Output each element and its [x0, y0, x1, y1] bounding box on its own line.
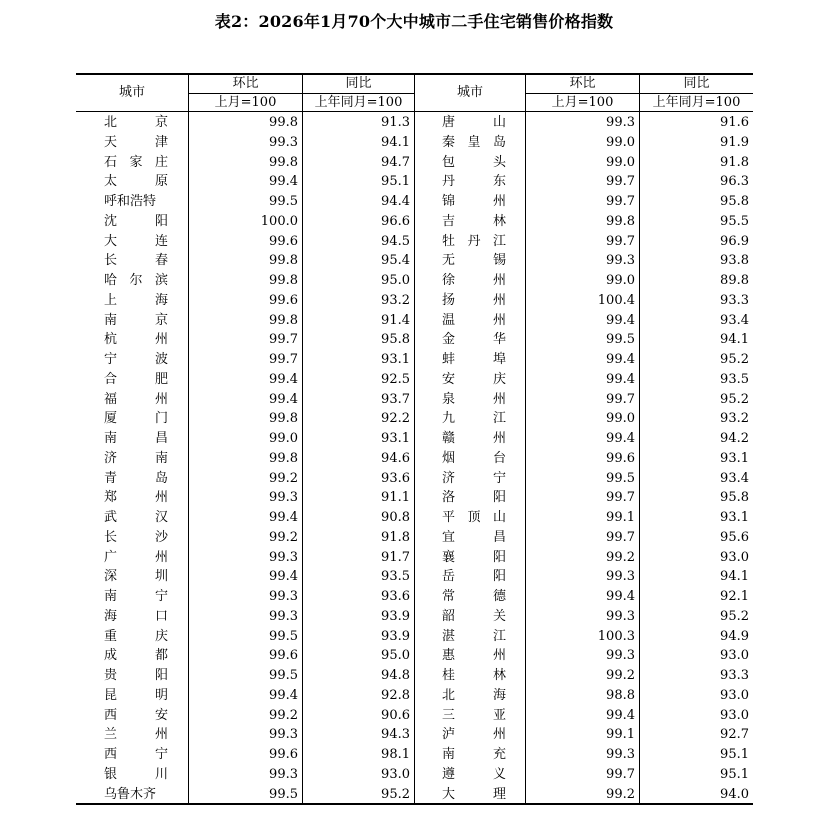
- city-name: 杭州: [104, 332, 168, 348]
- yoy-value: 95.2: [720, 608, 749, 624]
- mom-value: 100.4: [597, 292, 635, 308]
- mom-value: 99.8: [269, 411, 298, 427]
- yoy-value: 95.8: [381, 332, 410, 348]
- yoy-value: 95.1: [381, 174, 410, 190]
- city-name: 青岛: [104, 470, 168, 486]
- table-row: [76, 607, 753, 627]
- yoy-value: 94.0: [720, 786, 749, 802]
- table-row: [76, 745, 753, 765]
- yoy-value: 93.1: [720, 450, 749, 466]
- mom-value: 98.8: [606, 687, 635, 703]
- yoy-value: 95.5: [720, 213, 749, 229]
- mom-value: 99.1: [606, 727, 635, 743]
- yoy-value: 91.3: [381, 115, 410, 130]
- yoy-value: 96.3: [720, 174, 749, 190]
- city-name: 赣州: [442, 431, 506, 446]
- city-name: 南京: [104, 312, 168, 328]
- yoy-value: 92.5: [381, 371, 410, 387]
- city-name: 深圳: [104, 569, 168, 585]
- mom-value: 99.2: [606, 549, 635, 565]
- page-title: 表2：2026年1月70个大中城市二手住宅销售价格指数: [214, 12, 614, 31]
- city-name: 烟台: [442, 450, 506, 466]
- mom-value: 99.5: [269, 668, 298, 683]
- mom-value: 99.5: [606, 470, 635, 486]
- city-name: 唐山: [442, 115, 506, 130]
- yoy-value: 93.9: [381, 628, 410, 644]
- city-name: 昆明: [104, 687, 168, 703]
- table-row: [76, 508, 753, 528]
- mom-value: 99.6: [269, 747, 298, 762]
- mom-value: 99.4: [269, 569, 298, 585]
- yoy-value: 93.1: [381, 431, 410, 446]
- table-row: [76, 449, 753, 469]
- city-name: 遵义: [442, 766, 506, 782]
- city-name: 温州: [442, 312, 506, 328]
- yoy-value: 93.0: [720, 648, 749, 664]
- header-mom: 环比: [232, 76, 259, 91]
- city-name: 徐州: [442, 273, 506, 288]
- yoy-value: 91.9: [720, 134, 749, 150]
- mom-value: 99.5: [269, 628, 298, 644]
- city-name: 沈阳: [104, 213, 168, 229]
- yoy-value: 91.4: [381, 312, 410, 328]
- mom-value: 99.7: [606, 490, 635, 506]
- yoy-value: 93.6: [381, 589, 410, 604]
- mom-value: 99.6: [606, 450, 635, 466]
- mom-value: 99.8: [269, 450, 298, 466]
- city-name: 洛阳: [442, 490, 506, 506]
- city-name: 呼和浩特: [104, 194, 157, 209]
- city-name: 襄阳: [442, 549, 506, 565]
- mom-value: 99.7: [269, 332, 298, 348]
- mom-value: 99.6: [269, 648, 298, 664]
- city-name: 南宁: [104, 589, 168, 604]
- table-row: [76, 765, 753, 785]
- mom-value: 99.3: [269, 134, 298, 150]
- city-name: 乌鲁木齐: [104, 786, 157, 802]
- yoy-value: 95.1: [720, 766, 749, 782]
- city-name: 合肥: [104, 371, 168, 387]
- mom-value: 99.2: [606, 668, 635, 683]
- mom-value: 99.0: [606, 411, 635, 427]
- city-name: 济宁: [442, 470, 506, 486]
- yoy-value: 95.8: [720, 194, 749, 209]
- mom-value: 99.5: [269, 786, 298, 802]
- table-row: [76, 350, 753, 370]
- table-row: [76, 646, 753, 666]
- header-yoy: 同比: [683, 76, 710, 91]
- table-row: [76, 548, 753, 568]
- mom-value: 99.7: [606, 174, 635, 190]
- city-name: 武汉: [104, 510, 168, 525]
- city-name: 包头: [442, 154, 506, 170]
- header-yoy: 同比: [345, 76, 372, 91]
- city-name: 贵阳: [104, 668, 168, 683]
- mom-value: 99.0: [606, 154, 635, 170]
- yoy-value: 95.2: [720, 391, 749, 407]
- yoy-value: 98.1: [381, 747, 410, 762]
- city-name: 天津: [104, 134, 168, 150]
- yoy-value: 94.5: [381, 233, 410, 249]
- yoy-value: 94.3: [381, 727, 410, 743]
- table-row: [76, 469, 753, 489]
- mom-value: 99.7: [606, 233, 635, 249]
- city-name: 兰州: [104, 727, 168, 743]
- table-row: [76, 370, 753, 390]
- mom-value: 99.0: [269, 431, 298, 446]
- city-name: 扬州: [442, 292, 506, 308]
- table-row: [76, 291, 753, 311]
- mom-value: 99.7: [606, 766, 635, 782]
- city-name: 惠州: [442, 648, 506, 664]
- mom-value: 99.7: [269, 352, 298, 367]
- city-name: 大理: [442, 786, 506, 802]
- mom-value: 99.0: [606, 134, 635, 150]
- mom-value: 99.3: [606, 253, 635, 269]
- mom-value: 99.1: [606, 510, 635, 525]
- mom-value: 99.6: [269, 292, 298, 308]
- mom-value: 99.3: [269, 766, 298, 782]
- yoy-value: 95.2: [720, 352, 749, 367]
- mom-value: 99.4: [269, 391, 298, 407]
- city-name: 宁波: [104, 352, 168, 367]
- table-row: [76, 232, 753, 252]
- city-name: 平顶山: [442, 510, 506, 525]
- city-name: 岳阳: [442, 569, 506, 585]
- table-row: [76, 488, 753, 508]
- yoy-value: 90.8: [381, 510, 410, 525]
- city-name: 秦皇岛: [442, 134, 506, 150]
- city-name: 上海: [104, 292, 168, 308]
- mom-value: 99.4: [606, 352, 635, 367]
- yoy-value: 93.0: [381, 766, 410, 782]
- header-yoy-base: 上年同月=100: [652, 95, 741, 110]
- city-name: 海口: [104, 608, 168, 624]
- city-name: 成都: [104, 648, 168, 664]
- city-name: 济南: [104, 450, 168, 466]
- yoy-value: 93.5: [720, 371, 749, 387]
- table-row: [76, 113, 753, 133]
- city-name: 大连: [104, 233, 168, 249]
- table-row: [76, 686, 753, 706]
- mom-value: 99.2: [269, 470, 298, 486]
- yoy-value: 92.2: [381, 411, 410, 427]
- mom-value: 99.3: [269, 490, 298, 506]
- city-name: 南昌: [104, 431, 168, 446]
- yoy-value: 95.2: [381, 786, 410, 802]
- yoy-value: 94.1: [720, 569, 749, 585]
- table-row: [76, 627, 753, 647]
- yoy-value: 94.6: [381, 450, 410, 466]
- yoy-value: 94.9: [720, 628, 749, 644]
- yoy-value: 95.6: [720, 529, 749, 545]
- yoy-value: 89.8: [720, 273, 749, 288]
- header-mom-base: 上月=100: [551, 95, 614, 110]
- yoy-value: 91.6: [720, 115, 749, 130]
- table-row: [76, 725, 753, 745]
- yoy-value: 93.7: [381, 391, 410, 407]
- yoy-value: 94.1: [720, 332, 749, 348]
- yoy-value: 93.2: [720, 411, 749, 427]
- mom-value: 99.4: [606, 371, 635, 387]
- yoy-value: 91.7: [381, 549, 410, 565]
- yoy-value: 92.7: [720, 727, 749, 743]
- city-name: 北海: [442, 687, 506, 703]
- city-name: 桂林: [442, 668, 506, 683]
- mom-value: 99.4: [606, 312, 635, 328]
- mom-value: 100.0: [260, 213, 298, 229]
- mom-value: 99.3: [269, 589, 298, 604]
- city-name: 无锡: [442, 253, 506, 269]
- header-mom: 环比: [569, 76, 596, 91]
- table-row: [76, 192, 753, 212]
- city-name: 重庆: [104, 628, 168, 644]
- yoy-value: 94.7: [381, 154, 410, 170]
- table-row: [76, 528, 753, 548]
- mom-value: 99.2: [269, 529, 298, 545]
- mom-value: 99.7: [606, 391, 635, 407]
- mom-value: 99.5: [269, 194, 298, 209]
- mom-value: 99.8: [269, 154, 298, 170]
- table-row: [76, 330, 753, 350]
- city-name: 长沙: [104, 529, 168, 545]
- mom-value: 99.8: [269, 312, 298, 328]
- yoy-value: 93.6: [381, 470, 410, 486]
- yoy-value: 93.4: [720, 470, 749, 486]
- table-row: [76, 172, 753, 192]
- city-name: 湛江: [442, 628, 506, 644]
- city-name: 牡丹江: [442, 233, 506, 249]
- yoy-value: 93.8: [720, 253, 749, 269]
- yoy-value: 93.0: [720, 707, 749, 723]
- mom-value: 99.5: [606, 332, 635, 348]
- table-row: [76, 409, 753, 429]
- table-row: [76, 587, 753, 607]
- city-name: 长春: [104, 253, 168, 269]
- mom-value: 99.8: [269, 273, 298, 288]
- table-row: [76, 666, 753, 686]
- city-name: 吉林: [442, 213, 506, 229]
- yoy-value: 96.6: [381, 213, 410, 229]
- city-name: 韶关: [442, 608, 506, 624]
- mom-value: 99.3: [606, 608, 635, 624]
- yoy-value: 96.9: [720, 233, 749, 249]
- yoy-value: 93.2: [381, 292, 410, 308]
- mom-value: 99.2: [269, 707, 298, 723]
- city-name: 三亚: [442, 707, 506, 723]
- table-row: [76, 212, 753, 232]
- city-name: 南充: [442, 747, 506, 762]
- city-name: 九江: [442, 411, 506, 427]
- mom-value: 99.3: [606, 747, 635, 762]
- city-name: 锦州: [442, 194, 506, 209]
- yoy-value: 93.3: [720, 668, 749, 683]
- yoy-value: 93.0: [720, 549, 749, 565]
- yoy-value: 91.8: [381, 529, 410, 545]
- yoy-value: 94.2: [720, 431, 749, 446]
- table-row: [76, 271, 753, 291]
- mom-value: 99.6: [269, 233, 298, 249]
- mom-value: 100.3: [597, 628, 635, 644]
- mom-value: 99.8: [269, 253, 298, 269]
- table-row: [76, 567, 753, 587]
- yoy-value: 93.5: [381, 569, 410, 585]
- header-mom-base: 上月=100: [214, 95, 277, 110]
- table-row: [76, 311, 753, 331]
- mom-value: 99.3: [269, 549, 298, 565]
- city-name: 石家庄: [104, 154, 168, 170]
- city-name: 西安: [104, 707, 168, 723]
- mom-value: 99.7: [606, 194, 635, 209]
- yoy-value: 93.4: [720, 312, 749, 328]
- header-city: 城市: [118, 85, 145, 100]
- yoy-value: 94.1: [381, 134, 410, 150]
- yoy-value: 95.0: [381, 273, 410, 288]
- yoy-value: 95.0: [381, 648, 410, 664]
- yoy-value: 95.4: [381, 253, 410, 269]
- mom-value: 99.4: [269, 687, 298, 703]
- mom-value: 99.8: [606, 213, 635, 229]
- mom-value: 99.7: [606, 529, 635, 545]
- table-row: [76, 429, 753, 449]
- table-body: [76, 113, 753, 804]
- table-row: [76, 706, 753, 726]
- mom-value: 99.3: [606, 648, 635, 664]
- yoy-value: 93.9: [381, 608, 410, 624]
- yoy-value: 95.8: [720, 490, 749, 506]
- table-row: [76, 785, 753, 805]
- mom-value: 99.3: [269, 727, 298, 743]
- mom-value: 99.4: [606, 589, 635, 604]
- city-name: 福州: [104, 391, 168, 407]
- mom-value: 99.2: [606, 786, 635, 802]
- mom-value: 99.4: [606, 431, 635, 446]
- mom-value: 99.4: [269, 174, 298, 190]
- mom-value: 99.4: [269, 510, 298, 525]
- table-row: [76, 251, 753, 271]
- city-name: 太原: [104, 174, 168, 190]
- yoy-value: 93.3: [720, 292, 749, 308]
- yoy-value: 93.1: [720, 510, 749, 525]
- city-name: 泉州: [442, 391, 506, 407]
- table-row: [76, 133, 753, 153]
- yoy-value: 92.8: [381, 687, 410, 703]
- city-name: 蚌埠: [442, 352, 506, 367]
- city-name: 常德: [442, 589, 506, 604]
- yoy-value: 91.8: [720, 154, 749, 170]
- yoy-value: 93.0: [720, 687, 749, 703]
- city-name: 北京: [104, 115, 168, 130]
- mom-value: 99.4: [606, 707, 635, 723]
- mom-value: 99.4: [269, 371, 298, 387]
- city-name: 哈尔滨: [104, 273, 168, 288]
- mom-value: 99.0: [606, 273, 635, 288]
- city-name: 厦门: [104, 411, 168, 427]
- mom-value: 99.8: [269, 115, 298, 130]
- table-row: [76, 153, 753, 173]
- mom-value: 99.3: [606, 115, 635, 130]
- yoy-value: 93.1: [381, 352, 410, 367]
- city-name: 郑州: [104, 490, 168, 506]
- yoy-value: 95.1: [720, 747, 749, 762]
- city-name: 广州: [104, 549, 168, 565]
- header-city: 城市: [456, 85, 483, 100]
- mom-value: 99.3: [269, 608, 298, 624]
- table-row: [76, 390, 753, 410]
- city-name: 丹东: [442, 174, 506, 190]
- yoy-value: 94.4: [381, 194, 410, 209]
- mom-value: 99.3: [606, 569, 635, 585]
- city-name: 金华: [442, 332, 506, 348]
- yoy-value: 90.6: [381, 707, 410, 723]
- yoy-value: 94.8: [381, 668, 410, 683]
- city-name: 宜昌: [442, 529, 506, 545]
- city-name: 西宁: [104, 747, 168, 762]
- city-name: 泸州: [442, 727, 506, 743]
- yoy-value: 92.1: [720, 589, 749, 604]
- city-name: 安庆: [442, 371, 506, 387]
- yoy-value: 91.1: [381, 490, 410, 506]
- city-name: 银川: [104, 766, 168, 782]
- header-yoy-base: 上年同月=100: [314, 95, 403, 110]
